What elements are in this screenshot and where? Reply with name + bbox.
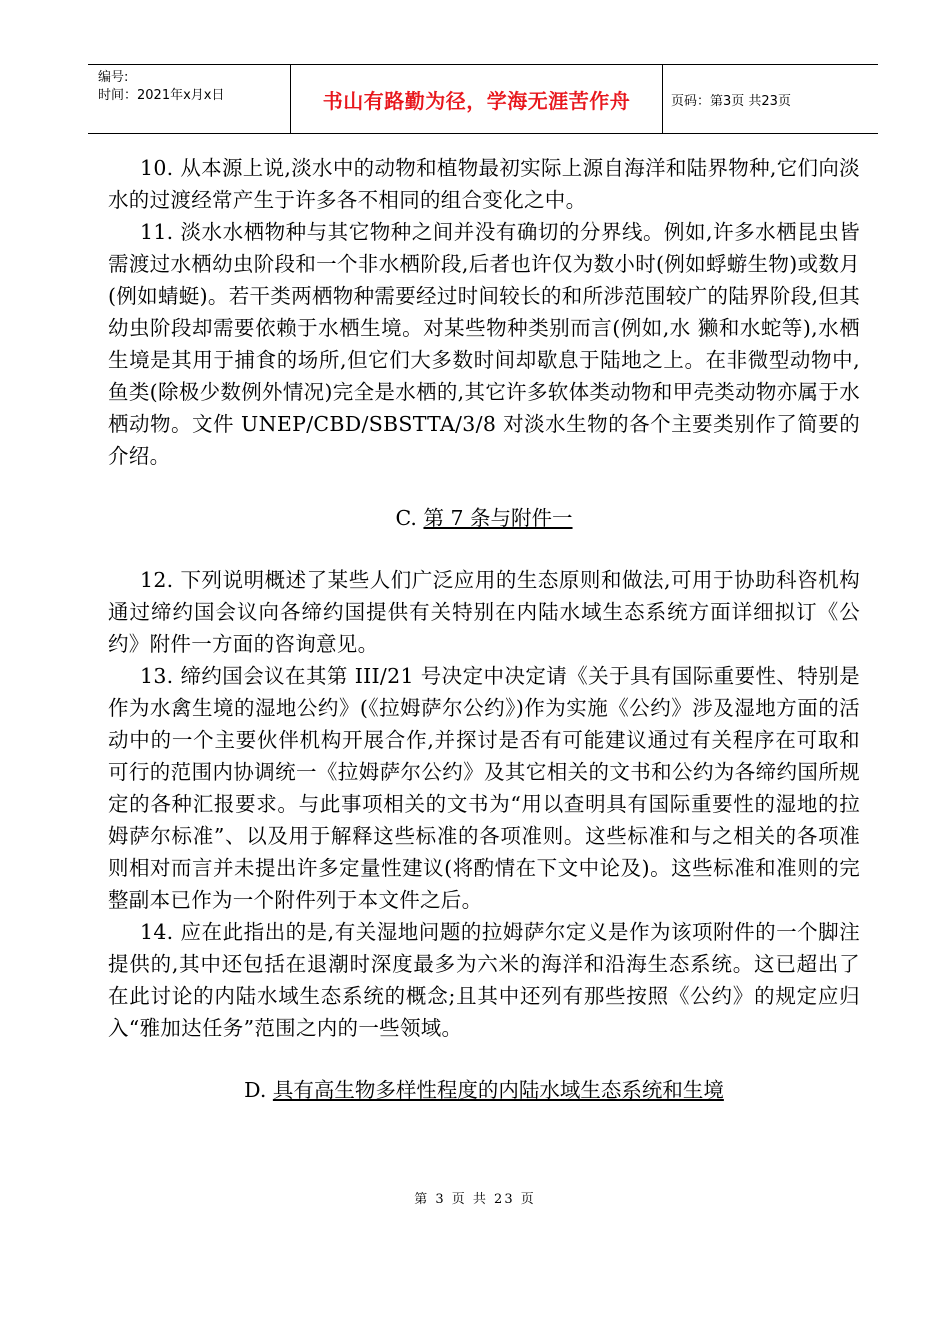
section-d-heading [108,1074,860,1106]
page-info: 页码：第3页 共23页 [671,93,791,109]
paragraph-11: 11. 淡水水栖物种与其它物种之间并没有确切的分界线。例如,许多水栖昆虫皆需渡过水栖幼虫阶段和一个非水栖阶段,后者也许仅为数小时(例如蜉蝣生物)或数月(例如蜻蜓)。若干类两栖物种需要经过时间较长的和所涉范围较广的陆界阶段,但其幼虫阶段却需要依赖于水栖生境。对某些物种类别而言(例如,水 獭和水蛇等),水栖生境是其用于捕食的场所,但它们大多数时间却歇息于陆地之上。在非微型动物中,鱼类(除极少数例外情况)完全是水栖的,其它许多软体类动物和甲壳类动物亦属于水栖动物。文件 UNEP/CBD/SBSTTA/3/8 对淡水生物的各个主要类别作了简要的介绍。 [108,220,860,468]
section-d-prefix: D. [244,1078,273,1102]
document-header [88,64,878,134]
section-c-heading [108,502,860,534]
motto-text: 书山有路勤为径，学海无涯苦作舟 [322,88,631,113]
serial-label: 编号: [98,70,129,85]
time-line: 时间：2021年x月x日 [98,88,225,103]
document-body [108,152,860,1106]
paragraph-12: 12. 下列说明概述了某些人们广泛应用的生态原则和做法,可用于协助科咨机构通过缔约国会议向各缔约国提供有关特别在内陆水域生态系统方面详细拟订《公约》附件一方面的咨询意见。 [108,568,860,656]
paragraph-14: 14. 应在此指出的是,有关湿地问题的拉姆萨尔定义是作为该项附件的一个脚注提供的,其中还包括在退潮时深度最多为六米的海洋和沿海生态系统。这已超出了在此讨论的内陆水域生态系统的概念;且其中还列有那些按照《公约》的规定应归入“雅加达任务”范围之内的一些领域。 [108,920,860,1040]
section-c-prefix: C. [395,506,424,530]
header-page-cell [663,65,878,133]
paragraph-10: 10. 从本源上说,淡水中的动物和植物最初实际上源自海洋和陆界物种,它们向淡水的过渡经常产生于许多各不相同的组合变化之中。 [108,156,860,212]
section-c-title: 第 7 条与附件一 [423,506,573,530]
section-d-title: 具有高生物多样性程度的内陆水域生态系统和生境 [272,1078,724,1102]
header-motto-cell [291,65,663,133]
page-footer: 第 3 页 共 23 页 [414,1192,536,1207]
paragraph-13: 13. 缔约国会议在其第 III/21 号决定中决定请《关于具有国际重要性、特别是作为水禽生境的湿地公约》(《拉姆萨尔公约》)作为实施《公约》涉及湿地方面的活动中的一个主要伙伴机构开展合作,并探讨是否有可能建议通过有关程序在可取和可行的范围内协调统一《拉姆萨尔公约》及其它相关的文书和公约为各缔约国所规定的各种汇报要求。与此事项相关的文书为“用以查明具有国际重要性的湿地的拉姆萨尔标准”、以及用于解释这些标准的各项准则。这些标准和与之相关的各项准则相对而言并未提出许多定量性建议(将酌情在下文中论及)。这些标准和准则的完整副本已作为一个附件列于本文件之后。 [108,664,860,912]
header-meta-cell [88,65,291,133]
